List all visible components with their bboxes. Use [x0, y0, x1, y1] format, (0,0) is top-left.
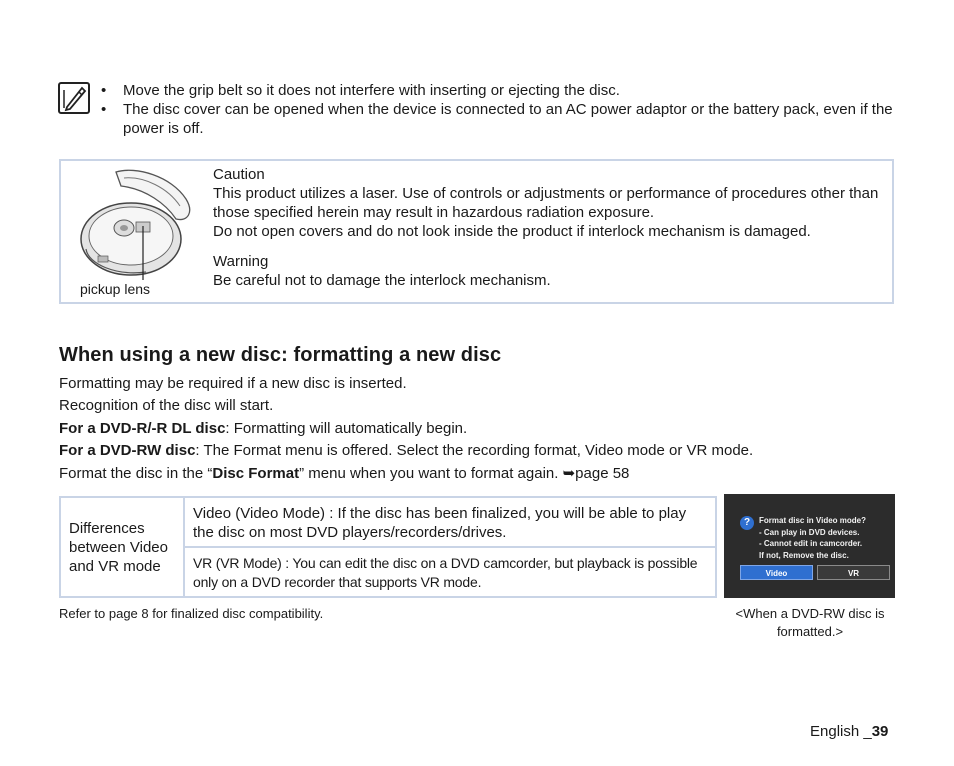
vr-button[interactable]: VR: [817, 565, 890, 580]
video-mode-text: Video (Video Mode) : If the disc has been finalized, you will be able to play the disc on most DVD players/recorders/drives.: [193, 505, 687, 541]
caution-text: [213, 165, 883, 290]
note-pencil-icon: [58, 82, 90, 114]
note-bullet-2: • The disc cover can be opened when the device is connected to an AC power adaptor or the battery pack, even if the power is off.: [98, 100, 898, 138]
dvd-r-text: : Formatting will automatically begin.: [225, 420, 468, 437]
video-button[interactable]: Video: [740, 565, 813, 580]
footer-language: English _: [810, 723, 872, 740]
question-icon: ?: [740, 516, 754, 530]
format-line-4: [59, 441, 753, 460]
table-left-text: Differences between Video and VR mode: [69, 520, 168, 575]
format-line-5: [59, 464, 629, 483]
dvd-rw-text: : The Format menu is offered. Select the recording format, Video mode or VR mode.: [195, 442, 754, 459]
format-line-1: Formatting may be required if a new disc is inserted.: [59, 375, 407, 392]
page-ref-arrow-icon: ➥: [562, 465, 576, 482]
caution-body: This product utilizes a laser. Use of controls or adjustments or performance of procedures other than those specified herein may result in hazardous radiation exposure.: [213, 185, 879, 221]
format-again-pre: Format the disc in the “: [59, 465, 213, 482]
note-list: [98, 81, 898, 138]
vr-mode-text: VR (VR Mode) : You can edit the disc on a DVD camcorder, but playback is possible only on a DVD recorder that supports VR mode.: [193, 555, 698, 590]
warning-title: Warning: [213, 253, 269, 270]
format-again-post: ” menu when you want to format again.: [299, 465, 563, 482]
note-bullet-1: • Move the grip belt so it does not interfere with inserting or ejecting the disc.: [98, 81, 898, 100]
screen-line-4: If not, Remove the disc.: [759, 550, 849, 560]
caution-title: Caution: [213, 166, 265, 183]
screen-line-2: - Can play in DVD devices.: [759, 527, 860, 537]
warning-body: Be careful not to damage the interlock mechanism.: [213, 272, 551, 289]
screen-line-1: Format disc in Video mode?: [759, 516, 866, 525]
dvd-rw-label: For a DVD-RW disc: [59, 442, 196, 459]
footnote: Refer to page 8 for finalized disc compatibility.: [59, 606, 324, 621]
page-footer: [810, 723, 888, 740]
screen-message: [759, 515, 866, 561]
pickup-lens-label: pickup lens: [80, 281, 151, 297]
format-line-2: Recognition of the disc will start.: [59, 397, 274, 414]
table-left-cell: [61, 498, 185, 596]
caution-body-2: Do not open covers and do not look inside the product if interlock mechanism is damaged.: [213, 223, 811, 240]
dvd-r-label: For a DVD-R/-R DL disc: [59, 420, 226, 437]
page-number: 39: [871, 723, 889, 740]
camcorder-disc-illustration: [76, 164, 206, 284]
mode-comparison-table: [59, 496, 717, 598]
page-ref-link[interactable]: page 58: [575, 465, 630, 482]
section-title: When using a new disc: formatting a new disc: [59, 344, 502, 366]
screen-line-3: - Cannot edit in camcorder.: [759, 539, 863, 548]
disc-format-menu: Disc Format: [212, 465, 300, 482]
format-line-3: [59, 419, 467, 438]
table-row-video: [185, 498, 715, 548]
screen-caption: <When a DVD-RW disc is formatted.>: [735, 606, 885, 639]
